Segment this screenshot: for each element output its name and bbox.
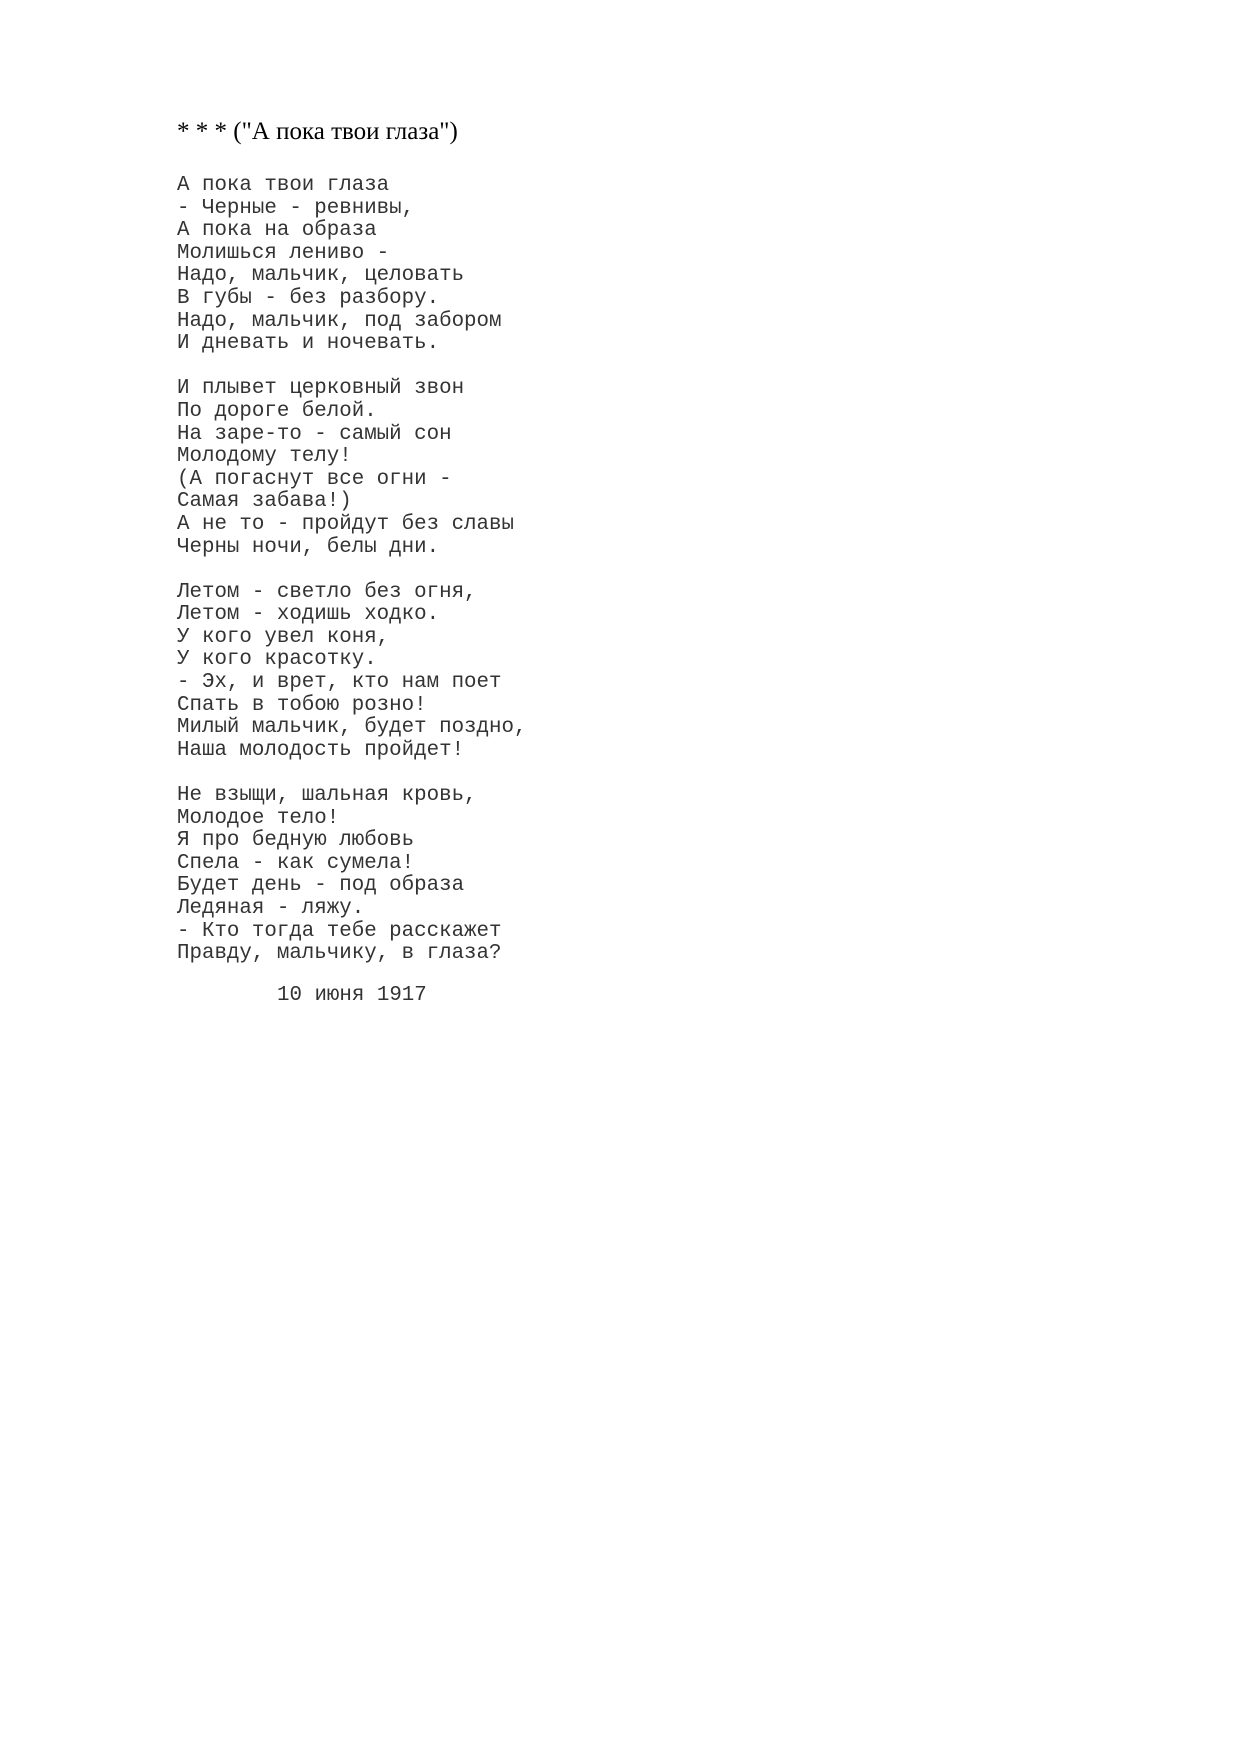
stanza — [177, 175, 526, 356]
stanza — [177, 582, 526, 763]
stanza — [177, 785, 526, 966]
poem-line: Спать в тобою розно! — [177, 693, 427, 717]
poem-line: Летом - ходишь ходко. — [177, 603, 440, 627]
poem-line: - Кто тогда тебе расскажет — [177, 919, 502, 943]
poem-line: У кого увел коня, — [177, 625, 390, 649]
poem-line: На заре-то - самый сон — [177, 422, 452, 446]
poem-line: Надо, мальчик, целовать — [177, 264, 465, 288]
stanza — [177, 378, 526, 559]
poem-line: Черны ночи, белы дни. — [177, 535, 440, 559]
poem-line: Правду, мальчику, в глаза? — [177, 942, 502, 966]
poem-date: 10 июня 1917 — [277, 984, 427, 1007]
poem-line: И плывет церковный звон — [177, 377, 465, 401]
poem-line: А пока на образа — [177, 219, 377, 243]
poem-line: Будет день - под образа — [177, 874, 465, 898]
poem-line: Я про бедную любовь — [177, 829, 415, 853]
poem-line: По дороге белой. — [177, 399, 377, 423]
poem-line: - Эх, и врет, кто нам поет — [177, 671, 502, 695]
poem-body — [177, 175, 526, 988]
poem-line: Самая забава!) — [177, 490, 352, 514]
poem-line: Надо, мальчик, под забором — [177, 309, 502, 333]
poem-line: Молодому телу! — [177, 445, 352, 469]
poem-line: Молишься лениво - — [177, 241, 390, 265]
poem-line: Не взыщи, шальная кровь, — [177, 784, 477, 808]
poem-line: В губы - без разбору. — [177, 286, 440, 310]
poem-line: (А погаснут все огни - — [177, 467, 452, 491]
poem-title: * * * ("А пока твои глаза") — [177, 118, 458, 145]
poem-line: - Черные - ревнивы, — [177, 196, 415, 220]
poem-line: А пока твои глаза — [177, 174, 390, 197]
poem-line: И дневать и ночевать. — [177, 332, 440, 356]
poem-line: Милый мальчик, будет поздно, — [177, 716, 527, 740]
poem-line: У кого красотку. — [177, 648, 377, 672]
poem-line: Наша молодость пройдет! — [177, 738, 465, 762]
poem-line: Летом - светло без огня, — [177, 580, 477, 604]
poem-line: А не то - пройдут без славы — [177, 512, 514, 536]
poem-line: Спела - как сумела! — [177, 851, 415, 875]
poem-line: Ледяная - ляжу. — [177, 897, 365, 920]
poem-line: Молодое тело! — [177, 806, 340, 830]
